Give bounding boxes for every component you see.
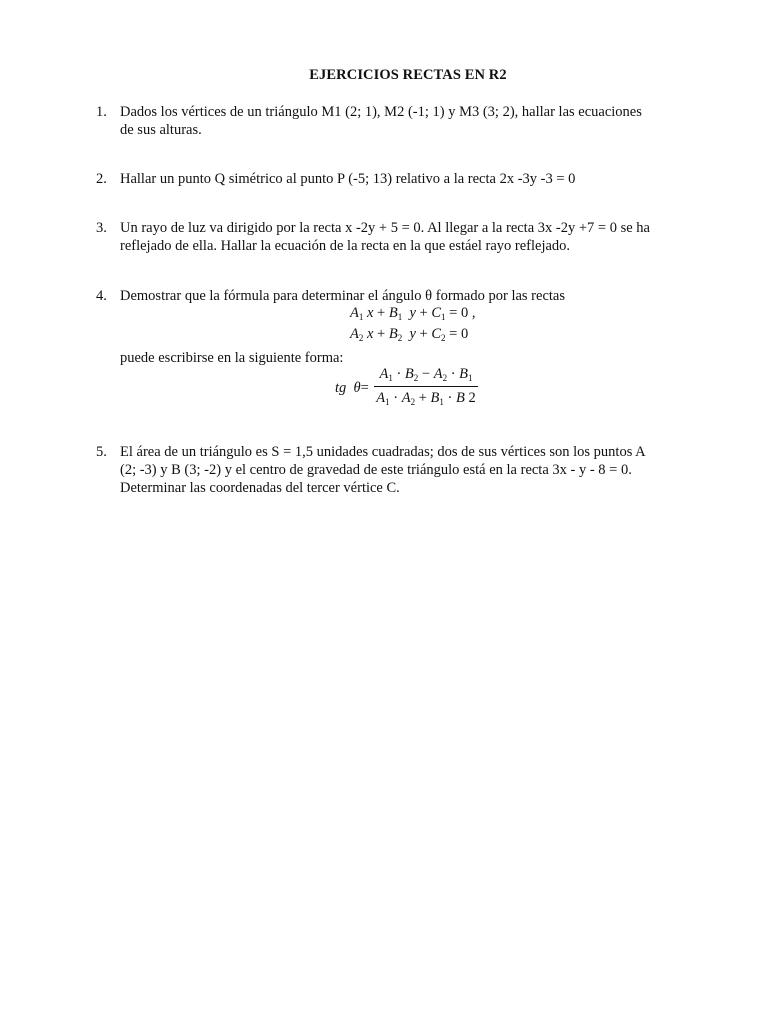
exercise-number: 2. [96, 171, 107, 187]
exercise-line: de sus alturas. [120, 122, 202, 138]
term: B [404, 366, 414, 382]
dot-operator: · [396, 366, 402, 382]
document-title: EJERCICIOS RECTAS EN R2 [309, 67, 507, 83]
coef-b: B [388, 305, 398, 321]
exercise-number: 3. [96, 220, 107, 236]
exercise-line: puede escribirse en la siguiente forma: [120, 350, 344, 366]
exercise-line: (2; -3) y B (3; -2) y el centro de gravedad de este triángulo está en la recta 3x - y - 8 = 0. [120, 462, 632, 478]
plus-sign: + [419, 305, 428, 321]
exercise-text [120, 103, 692, 139]
var-y: y [409, 326, 416, 342]
var-y: y [409, 305, 416, 321]
dot-operator: · [393, 390, 399, 406]
subscript: 1 [397, 312, 403, 322]
var-x: x [366, 305, 374, 321]
exercise-number: 4. [96, 288, 107, 304]
term-tail: 2 [468, 390, 476, 406]
subscript: 2 [397, 333, 403, 343]
term: A [401, 390, 411, 406]
term: A [376, 390, 386, 406]
tg-function: tg [335, 380, 347, 396]
fraction-bar [374, 386, 478, 387]
subscript: 2 [358, 333, 364, 343]
exercise-text [120, 443, 692, 497]
equation-rhs: = 0 , [449, 305, 476, 321]
exercise-line: Un rayo de luz va dirigido por la recta x -2y + 5 = 0. Al llegar a la recta 3x -2y +7 = 0 se ha [120, 220, 650, 236]
line-equation-2 [350, 325, 468, 343]
exercise-text [120, 170, 692, 188]
term: B [459, 366, 469, 382]
exercise-number: 1. [96, 104, 107, 120]
exercise-number: 5. [96, 444, 107, 460]
term: B [430, 390, 440, 406]
exercise-line: Determinar las coordenadas del tercer vértice C. [120, 480, 400, 496]
minus-sign: − [421, 366, 431, 382]
coef-c: C [431, 305, 442, 321]
coef-c: C [431, 326, 442, 342]
var-x: x [366, 326, 374, 342]
subscript: 2 [410, 397, 416, 407]
equals-sign: = [360, 380, 369, 396]
plus-sign: + [419, 326, 428, 342]
term: A [433, 366, 443, 382]
exercise-text [120, 219, 692, 255]
exercise-line: Hallar un punto Q simétrico al punto P (-5; 13) relativo a la recta 2x -3y -3 = 0 [120, 171, 576, 187]
coef-a: A [350, 326, 359, 342]
fraction-numerator [374, 365, 478, 383]
exercise-text [120, 287, 692, 305]
exercise-line: reflejado de ella. Hallar la ecuación de la recta en la que estáel rayo reflejado. [120, 238, 571, 254]
exercise-line: Demostrar que la fórmula para determinar el ángulo θ formado por las rectas [120, 288, 565, 304]
fraction-denominator [374, 389, 478, 407]
formula-lhs [335, 379, 369, 397]
subscript: 1 [439, 397, 444, 407]
coef-b: B [388, 326, 398, 342]
subscript: 2 [442, 373, 448, 383]
tangent-fraction [374, 365, 478, 409]
dot-operator: · [450, 366, 456, 382]
subscript: 1 [385, 397, 390, 407]
exercise-4 [96, 287, 696, 417]
plus-sign: + [377, 305, 386, 321]
theta-symbol: θ [353, 380, 361, 396]
subscript: 2 [413, 373, 419, 383]
dot-operator: · [447, 390, 453, 406]
subscript: 1 [468, 373, 473, 383]
equation-rhs: = 0 [449, 326, 469, 342]
exercise-line: Dados los vértices de un triángulo M1 (2; 1), M2 (-1; 1) y M3 (3; 2), hallar las ecuaciones [120, 104, 642, 120]
exercise-line: El área de un triángulo es S = 1,5 unidades cuadradas; dos de sus vértices son los puntos A [120, 444, 646, 460]
term: B [455, 390, 465, 406]
subscript: 1 [358, 312, 364, 322]
line-equation-1 [350, 304, 475, 322]
plus-sign: + [418, 390, 427, 406]
subscript: 1 [441, 312, 446, 322]
term: A [379, 366, 389, 382]
coef-a: A [350, 305, 359, 321]
subscript: 2 [441, 333, 446, 343]
plus-sign: + [377, 326, 386, 342]
subscript: 1 [388, 373, 393, 383]
